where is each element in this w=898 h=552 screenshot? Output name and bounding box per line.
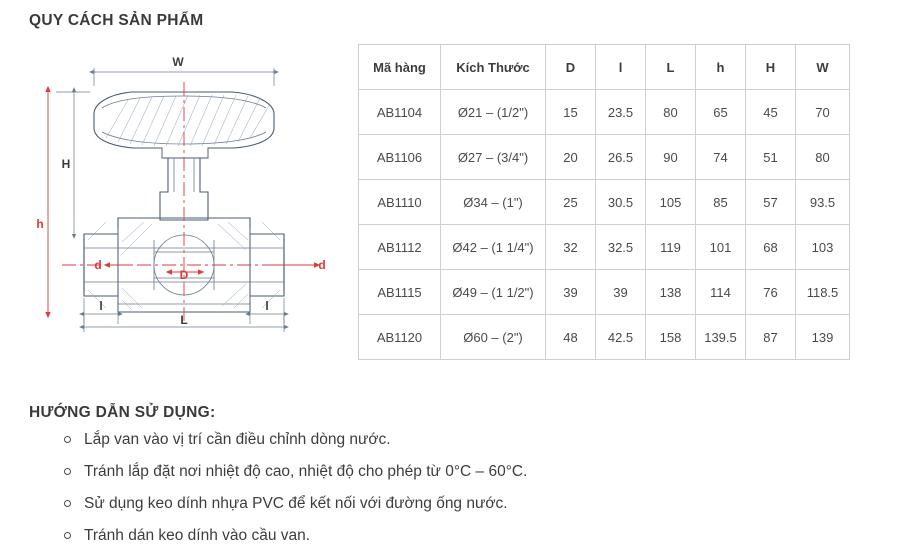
dimension-w [94,55,274,86]
bullet-circle-icon [64,500,71,507]
cell-l-large: 105 [646,180,696,225]
label-d-left: d [94,258,102,272]
valve-technical-drawing [22,42,352,332]
bullet-circle-icon [64,468,71,475]
th-h-large: H [746,45,796,90]
cell-w: 118.5 [796,270,850,315]
cell-w: 139 [796,315,850,360]
label-l-right: l [265,299,269,313]
label-l-overall: L [180,313,188,327]
th-l-small: l [596,45,646,90]
cell-w: 93.5 [796,180,850,225]
page-title: QUY CÁCH SẢN PHẨM [29,12,204,29]
list-item [62,456,842,488]
cell-w: 103 [796,225,850,270]
cell-code: AB1120 [359,315,441,360]
cell-code: AB1104 [359,90,441,135]
cell-d: 20 [546,135,596,180]
spec-table-head [359,45,850,90]
cell-h-small: 65 [696,90,746,135]
usage-instructions-list [62,424,842,552]
cell-h-small: 139.5 [696,315,746,360]
cell-l-small: 30.5 [596,180,646,225]
cell-l-small: 32.5 [596,225,646,270]
table-row [359,135,850,180]
dimension-l-left [84,298,118,324]
cell-h-small: 85 [696,180,746,225]
cell-l-small: 26.5 [596,135,646,180]
spec-table-container [358,44,850,360]
cell-l-large: 138 [646,270,696,315]
dimension-h-upper [56,92,90,234]
dimension-l-right [250,298,284,324]
table-row [359,180,850,225]
cell-w: 70 [796,90,850,135]
cell-size: Ø49 – (1 1/2") [441,270,546,315]
cell-d: 48 [546,315,596,360]
label-d-right: d [318,258,326,272]
cell-d: 39 [546,270,596,315]
th-size: Kích Thước [441,45,546,90]
cell-size: Ø42 – (1 1/4") [441,225,546,270]
list-item-text: Tránh lắp đặt nơi nhiệt độ cao, nhiệt độ cho phép từ 0°C – 60°C. [84,463,528,480]
cell-h-small: 114 [696,270,746,315]
cell-h-large: 57 [746,180,796,225]
table-row [359,225,850,270]
table-row [359,90,850,135]
label-h-lower: h [36,217,44,231]
spec-table-body [359,90,850,360]
cell-h-large: 51 [746,135,796,180]
cell-size: Ø27 – (3/4") [441,135,546,180]
cell-l-large: 119 [646,225,696,270]
th-w: W [796,45,850,90]
cell-d: 15 [546,90,596,135]
cell-h-large: 45 [746,90,796,135]
cell-d: 25 [546,180,596,225]
cell-w: 80 [796,135,850,180]
cell-h-small: 74 [696,135,746,180]
label-h-upper: H [61,157,71,171]
label-l-left: l [99,299,103,313]
list-item [62,424,842,456]
dimension-l-overall [84,313,284,332]
th-d: D [546,45,596,90]
cell-code: AB1106 [359,135,441,180]
th-h-small: h [696,45,746,90]
cell-l-small: 42.5 [596,315,646,360]
cell-l-large: 80 [646,90,696,135]
cell-h-large: 68 [746,225,796,270]
cell-h-large: 87 [746,315,796,360]
cell-size: Ø21 – (1/2") [441,90,546,135]
cell-l-large: 90 [646,135,696,180]
table-header-row [359,45,850,90]
th-code: Mã hàng [359,45,441,90]
label-w: W [172,55,184,69]
label-d-center: D [179,268,189,282]
cell-l-large: 158 [646,315,696,360]
list-item-text: Lắp van vào vị trí cần điều chỉnh dòng nước. [84,431,391,448]
cell-l-small: 23.5 [596,90,646,135]
cell-size: Ø34 – (1") [441,180,546,225]
usage-title: HƯỚNG DẪN SỬ DỤNG: [29,404,216,421]
cell-l-small: 39 [596,270,646,315]
cell-code: AB1112 [359,225,441,270]
table-row [359,315,850,360]
cell-h-large: 76 [746,270,796,315]
cell-h-small: 101 [696,225,746,270]
cell-d: 32 [546,225,596,270]
list-item [62,520,842,552]
th-l-large: L [646,45,696,90]
cell-code: AB1110 [359,180,441,225]
cell-size: Ø60 – (2") [441,315,546,360]
dimension-h-lower [36,92,48,312]
bullet-circle-icon [64,532,71,539]
spec-table [358,44,850,360]
table-row [359,270,850,315]
list-item-text: Sử dụng keo dính nhựa PVC để kết nối với đường ống nước. [84,495,508,512]
list-item-text: Tránh dán keo dính vào cầu van. [84,527,311,544]
cell-code: AB1115 [359,270,441,315]
bullet-circle-icon [64,436,71,443]
list-item [62,488,842,520]
